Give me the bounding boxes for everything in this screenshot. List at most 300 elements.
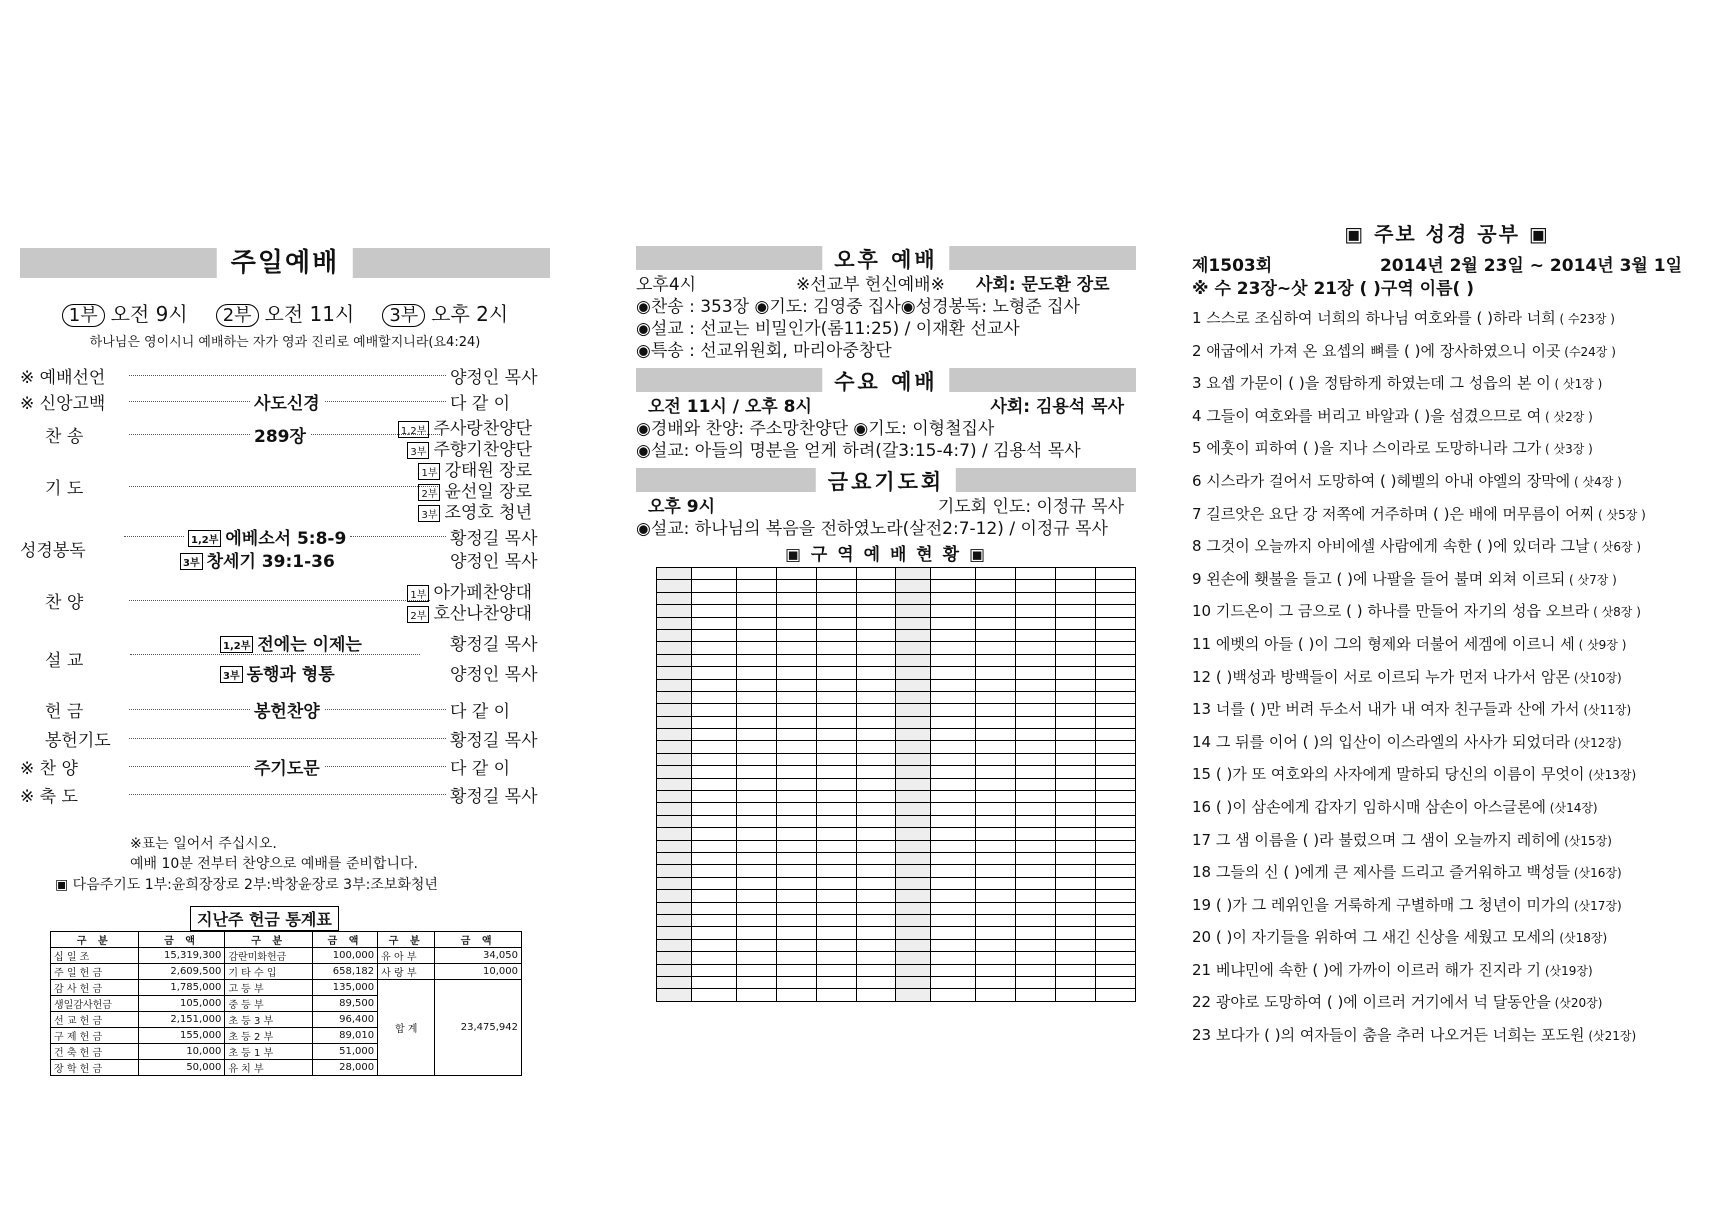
district-cell <box>1056 989 1096 1001</box>
offering-table <box>50 931 522 1076</box>
district-cell <box>896 952 931 964</box>
order-row: 설 교 1,2부 전에는 이제는 황정길 목사 3부 동행과 형통 양정인 목사 <box>45 634 538 685</box>
district-cell <box>856 704 896 716</box>
district-cell <box>896 568 931 580</box>
district-cell <box>691 716 736 728</box>
district-cell <box>976 654 1016 666</box>
district-cell <box>816 617 856 629</box>
bible-study-title: ▣ 주보 성경 공부 ▣ <box>1344 222 1550 246</box>
district-row <box>657 902 1136 914</box>
district-cell <box>657 927 692 939</box>
district-cell <box>657 902 692 914</box>
district-cell <box>736 654 776 666</box>
district-cell <box>736 989 776 1001</box>
district-cell <box>1016 902 1056 914</box>
study-question: 22 광야로 도망하여 ( )에 이르러 거기에서 넉 달동안을 (삿20장) <box>1192 993 1603 1012</box>
district-cell <box>976 704 1016 716</box>
offering-cell: 초 등 1 부 <box>225 1044 313 1060</box>
district-cell <box>657 778 692 790</box>
offering-cell: 감란미화헌금 <box>225 948 313 964</box>
district-cell <box>736 741 776 753</box>
district-cell <box>736 691 776 703</box>
district-cell <box>856 791 896 803</box>
district-cell <box>691 605 736 617</box>
district-cell <box>976 803 1016 815</box>
offering-row <box>51 980 522 996</box>
offering-cell: 15,319,300 <box>138 948 225 964</box>
study-question: 8 그것이 오늘까지 아비에셀 사람에게 속한 ( )에 있더라 그날 ( 삿6장 ) <box>1192 537 1642 556</box>
district-cell <box>736 778 776 790</box>
offering-cell: 50,000 <box>138 1060 225 1076</box>
district-cell <box>1096 753 1136 765</box>
district-cell <box>816 852 856 864</box>
district-cell <box>856 939 896 951</box>
district-cell <box>856 580 896 592</box>
district-cell <box>816 753 856 765</box>
prep-note: 예배 10분 전부터 찬양으로 예배를 준비합니다. <box>130 856 418 872</box>
order-row: ※ 찬 양 주기도문 다 같 이 <box>20 752 550 780</box>
district-cell <box>976 890 1016 902</box>
district-cell <box>657 592 692 604</box>
district-cell <box>816 592 856 604</box>
offering-cell: 135,000 <box>312 980 377 996</box>
study-question: 16 ( )이 삼손에게 갑자기 임하시매 삼손이 아스글론에 (삿14장) <box>1192 797 1598 816</box>
district-cell <box>896 642 931 654</box>
district-cell <box>976 964 1016 976</box>
district-cell <box>856 989 896 1001</box>
district-cell <box>691 976 736 988</box>
district-cell <box>776 840 816 852</box>
district-cell <box>1056 890 1096 902</box>
district-cell <box>976 580 1016 592</box>
district-cell <box>856 741 896 753</box>
district-cell <box>691 877 736 889</box>
district-cell <box>896 877 931 889</box>
district-cell <box>736 840 776 852</box>
district-cell <box>1056 852 1096 864</box>
district-cell <box>736 952 776 964</box>
district-cell <box>776 877 816 889</box>
district-cell <box>896 791 931 803</box>
district-cell <box>1096 803 1136 815</box>
offering-cell: 고 등 부 <box>225 980 313 996</box>
district-cell <box>657 729 692 741</box>
district-cell <box>1056 568 1096 580</box>
district-cell <box>1096 939 1136 951</box>
district-cell <box>1096 592 1136 604</box>
order-row: 기 도 1부 강태원 장로 2부 윤선일 장로 3부 조영호 청년 <box>45 461 532 523</box>
study-question: 13 너를 ( )만 버려 두소서 내가 내 여자 친구들과 산에 가서 (삿11장) <box>1192 700 1632 719</box>
district-cell <box>776 865 816 877</box>
district-cell <box>776 815 816 827</box>
offering-cell: 1,785,000 <box>138 980 225 996</box>
district-cell <box>1096 617 1136 629</box>
district-cell <box>1096 667 1136 679</box>
district-cell <box>931 704 976 716</box>
district-cell <box>776 629 816 641</box>
district-cell <box>976 691 1016 703</box>
district-cell <box>896 828 931 840</box>
study-question: 2 애굽에서 가져 온 요셉의 뼈를 ( )에 장사하였으니 이곳 (수24장 ) <box>1192 341 1616 360</box>
district-cell <box>1096 605 1136 617</box>
district-cell <box>931 852 976 864</box>
district-cell <box>1056 939 1096 951</box>
district-cell <box>1096 629 1136 641</box>
district-cell <box>657 877 692 889</box>
study-question: 6 시스라가 걸어서 도망하여 ( )헤벨의 아내 야엘의 장막에 ( 삿4장 ) <box>1192 471 1622 490</box>
district-cell <box>816 976 856 988</box>
district-cell <box>1096 976 1136 988</box>
district-cell <box>657 914 692 926</box>
district-cell <box>776 791 816 803</box>
district-cell <box>657 580 692 592</box>
district-cell <box>816 840 856 852</box>
order-row: 찬 양 1부 아가페찬양대 2부 호산나찬양대 <box>45 583 532 624</box>
district-cell <box>691 865 736 877</box>
district-cell <box>1096 766 1136 778</box>
service-times <box>20 298 550 327</box>
district-cell <box>896 753 931 765</box>
district-cell <box>931 592 976 604</box>
district-cell <box>816 952 856 964</box>
district-row <box>657 828 1136 840</box>
district-cell <box>856 964 896 976</box>
district-cell <box>1096 568 1136 580</box>
district-cell <box>776 729 816 741</box>
district-cell <box>1056 605 1096 617</box>
district-cell <box>896 815 931 827</box>
district-cell <box>1096 840 1136 852</box>
district-cell <box>816 877 856 889</box>
district-cell <box>691 741 736 753</box>
district-row <box>657 741 1136 753</box>
district-cell <box>1096 778 1136 790</box>
district-cell <box>976 828 1016 840</box>
offering-header: 구 분 <box>51 932 139 948</box>
district-cell <box>1016 753 1056 765</box>
district-cell <box>657 716 692 728</box>
district-row <box>657 890 1136 902</box>
district-cell <box>736 766 776 778</box>
study-question: 17 그 샘 이름을 ( )라 불렀으며 그 샘이 오늘까지 레히에 (삿15장) <box>1192 830 1612 849</box>
district-cell <box>931 580 976 592</box>
order-row: ※ 예배선언 양정인 목사 <box>20 367 538 388</box>
district-cell <box>1096 679 1136 691</box>
district-cell <box>816 828 856 840</box>
district-cell <box>1056 741 1096 753</box>
district-cell <box>657 952 692 964</box>
district-cell <box>657 766 692 778</box>
district-cell <box>691 803 736 815</box>
district-cell <box>736 964 776 976</box>
fri-service-banner <box>636 468 1136 492</box>
district-cell <box>976 865 1016 877</box>
next-prayer-note: ▣ 다음주기도 1부:윤희장장로 2부:박창윤장로 3부:조보화청년 <box>55 877 438 893</box>
district-row <box>657 605 1136 617</box>
offering-cell: 구 제 헌 금 <box>51 1028 139 1044</box>
district-cell <box>736 617 776 629</box>
district-cell <box>691 766 736 778</box>
district-cell <box>896 865 931 877</box>
district-cell <box>931 865 976 877</box>
district-cell <box>1016 890 1056 902</box>
district-cell <box>1016 729 1056 741</box>
district-cell <box>816 890 856 902</box>
district-cell <box>776 939 816 951</box>
bible-study-section <box>1192 218 1702 1053</box>
study-question: 14 그 뒤를 이어 ( )의 입산이 이스라엘의 사사가 되었더라 (삿12장) <box>1192 732 1622 751</box>
offering-cell: 사 랑 부 <box>378 964 435 980</box>
district-cell <box>816 815 856 827</box>
order-row: 헌 금 봉헌찬양 다 같 이 <box>20 694 550 724</box>
district-cell <box>736 828 776 840</box>
district-cell <box>896 605 931 617</box>
district-cell <box>736 890 776 902</box>
district-cell <box>816 803 856 815</box>
district-row <box>657 865 1136 877</box>
district-cell <box>691 828 736 840</box>
district-cell <box>976 840 1016 852</box>
district-cell <box>816 927 856 939</box>
district-cell <box>896 766 931 778</box>
district-cell <box>1016 642 1056 654</box>
wed-service-title: 수요 예배 <box>822 366 949 396</box>
district-cell <box>816 914 856 926</box>
district-cell <box>776 828 816 840</box>
district-row <box>657 840 1136 852</box>
district-cell <box>1096 989 1136 1001</box>
district-cell <box>736 914 776 926</box>
district-cell <box>976 927 1016 939</box>
district-cell <box>856 766 896 778</box>
district-cell <box>816 679 856 691</box>
district-cell <box>816 716 856 728</box>
district-cell <box>856 605 896 617</box>
offering-row <box>51 948 522 964</box>
offering-total: 23,475,942 <box>435 980 522 1076</box>
district-cell <box>1096 852 1136 864</box>
district-cell <box>1016 605 1056 617</box>
district-cell <box>776 704 816 716</box>
district-cell <box>657 741 692 753</box>
district-cell <box>776 667 816 679</box>
district-cell <box>657 667 692 679</box>
weekday-services-section: 오후 예배 오후4시 ※선교부 헌신예배※ 사회: 문도환 장로 ◉찬송 : 353장 ◉기도: 김영중 집사◉성경봉독: 노형준 집사 ◉설교 : 선교는 비밀인가(롬11:25) / 이재환 선교사 ◉특송 : 선교위원회, 마리아중창단 수요 예배 오전 11시 / 오후 8시 사회: 김용석 목사 ◉경배와 찬양: 주소망찬양단 ◉기도: 이형철집사 ◉설교: 아들의 명분을 얻게 하려(갈3:15-4:7) / 김용석 목사 금요기도회 오후 9시 기도회 인도: 이정규 목사 ◉설교: 하나님의 복음을 전하였노라(살전2:7-12) / 이정규 목사 ▣ 구 역 예 배 현 황 ▣ <box>636 240 1136 1002</box>
district-cell <box>776 642 816 654</box>
district-cell <box>856 753 896 765</box>
district-cell <box>1056 654 1096 666</box>
district-cell <box>896 741 931 753</box>
offering-cell: 10,000 <box>138 1044 225 1060</box>
district-row <box>657 642 1136 654</box>
district-cell <box>657 865 692 877</box>
district-cell <box>1056 803 1096 815</box>
district-cell <box>931 964 976 976</box>
district-cell <box>976 642 1016 654</box>
fri-service-title: 금요기도회 <box>816 466 956 496</box>
district-row <box>657 766 1136 778</box>
district-cell <box>931 667 976 679</box>
district-cell <box>1056 667 1096 679</box>
district-cell <box>816 654 856 666</box>
district-cell <box>896 939 931 951</box>
district-cell <box>1016 667 1056 679</box>
offering-header: 구 분 <box>225 932 313 948</box>
district-cell <box>691 691 736 703</box>
district-cell <box>691 989 736 1001</box>
district-cell <box>1056 592 1096 604</box>
district-cell <box>896 989 931 1001</box>
district-cell <box>1016 691 1056 703</box>
district-cell <box>736 939 776 951</box>
district-row <box>657 753 1136 765</box>
offering-header: 금 액 <box>138 932 225 948</box>
district-cell <box>736 729 776 741</box>
district-cell <box>931 654 976 666</box>
district-cell <box>736 865 776 877</box>
study-question: 7 길르앗은 요단 강 저쪽에 거주하며 ( )은 배에 머무름이 어찌 ( 삿5장 ) <box>1192 504 1646 523</box>
district-cell <box>856 691 896 703</box>
district-cell <box>1056 828 1096 840</box>
district-cell <box>856 952 896 964</box>
study-question: 5 에훗이 피하여 ( )을 지나 스이라로 도망하니라 그가 ( 삿3장 ) <box>1192 439 1593 458</box>
district-cell <box>1056 729 1096 741</box>
district-cell <box>856 976 896 988</box>
district-cell <box>1096 791 1136 803</box>
district-cell <box>976 877 1016 889</box>
district-cell <box>657 828 692 840</box>
district-row <box>657 580 1136 592</box>
district-cell <box>776 605 816 617</box>
district-cell <box>931 791 976 803</box>
district-cell <box>776 617 816 629</box>
district-cell <box>1016 704 1056 716</box>
district-cell <box>1016 778 1056 790</box>
district-cell <box>1016 815 1056 827</box>
district-cell <box>736 791 776 803</box>
offering-cell: 중 등 부 <box>225 996 313 1012</box>
district-cell <box>816 964 856 976</box>
district-cell <box>1016 679 1056 691</box>
district-cell <box>1016 766 1056 778</box>
district-cell <box>976 667 1016 679</box>
district-row <box>657 778 1136 790</box>
district-cell <box>691 964 736 976</box>
study-question: 1 스스로 조심하여 너희의 하나님 여호와를 ( )하라 너희 ( 수23장 ) <box>1192 309 1615 327</box>
district-cell <box>1016 914 1056 926</box>
district-cell <box>1016 840 1056 852</box>
district-cell <box>931 617 976 629</box>
district-cell <box>657 617 692 629</box>
district-cell <box>691 852 736 864</box>
district-status-title: ▣ 구 역 예 배 현 황 ▣ <box>784 545 988 565</box>
district-cell <box>657 840 692 852</box>
district-cell <box>976 592 1016 604</box>
offering-cell: 생일감사헌금 <box>51 996 139 1012</box>
district-cell <box>736 716 776 728</box>
district-cell <box>1016 654 1056 666</box>
district-cell <box>657 629 692 641</box>
district-cell <box>976 617 1016 629</box>
district-cell <box>856 642 896 654</box>
district-cell <box>736 852 776 864</box>
district-cell <box>856 803 896 815</box>
district-cell <box>736 568 776 580</box>
district-cell <box>657 704 692 716</box>
district-cell <box>736 815 776 827</box>
district-cell <box>736 605 776 617</box>
district-cell <box>1096 691 1136 703</box>
district-cell <box>657 642 692 654</box>
district-cell <box>1056 902 1096 914</box>
district-cell <box>657 815 692 827</box>
offering-cell: 658,182 <box>312 964 377 980</box>
district-table <box>656 567 1136 1002</box>
district-cell <box>816 902 856 914</box>
district-cell <box>691 617 736 629</box>
district-row <box>657 704 1136 716</box>
district-cell <box>657 939 692 951</box>
offering-cell: 기 타 수 입 <box>225 964 313 980</box>
district-cell <box>931 939 976 951</box>
district-row <box>657 964 1136 976</box>
district-cell <box>1096 815 1136 827</box>
district-cell <box>1056 877 1096 889</box>
district-cell <box>691 580 736 592</box>
district-cell <box>931 729 976 741</box>
district-cell <box>976 989 1016 1001</box>
district-cell <box>776 679 816 691</box>
order-row: 찬 송 289장 1,2부 주사랑찬양단 3부 주향기찬양단 <box>45 419 532 460</box>
sunday-service-title: 주일예배 <box>217 242 353 279</box>
district-cell <box>931 679 976 691</box>
district-cell <box>1056 865 1096 877</box>
district-cell <box>1016 952 1056 964</box>
district-cell <box>816 642 856 654</box>
district-cell <box>1016 865 1056 877</box>
district-cell <box>736 679 776 691</box>
district-cell <box>691 778 736 790</box>
study-question: 3 요셉 가문이 ( )을 정탐하게 하였는데 그 성읍의 본 이 ( 삿1장 ) <box>1192 374 1603 393</box>
offering-header: 금 액 <box>435 932 522 948</box>
offering-cell: 주 일 헌 금 <box>51 964 139 980</box>
district-cell <box>976 939 1016 951</box>
study-question: 23 보다가 ( )의 여자들이 춤을 추러 나오거든 너희는 포도원 (삿21장) <box>1192 1026 1637 1045</box>
district-cell <box>1096 927 1136 939</box>
offering-cell: 초 등 3 부 <box>225 1012 313 1028</box>
district-cell <box>931 952 976 964</box>
district-cell <box>976 778 1016 790</box>
district-cell <box>776 691 816 703</box>
district-cell <box>736 976 776 988</box>
district-cell <box>976 753 1016 765</box>
offering-total-label: 합 계 <box>378 980 435 1076</box>
district-cell <box>1056 927 1096 939</box>
offering-cell: 장 학 헌 금 <box>51 1060 139 1076</box>
service-time-1: 1부 오전 9시 <box>62 298 188 327</box>
district-cell <box>1096 642 1136 654</box>
offering-cell: 51,000 <box>312 1044 377 1060</box>
district-cell <box>896 840 931 852</box>
district-cell <box>896 654 931 666</box>
service-time-3: 3부 오후 2시 <box>382 298 508 327</box>
offering-header: 구 분 <box>378 932 435 948</box>
district-cell <box>736 592 776 604</box>
district-cell <box>896 704 931 716</box>
district-row <box>657 927 1136 939</box>
district-cell <box>976 852 1016 864</box>
district-cell <box>896 580 931 592</box>
